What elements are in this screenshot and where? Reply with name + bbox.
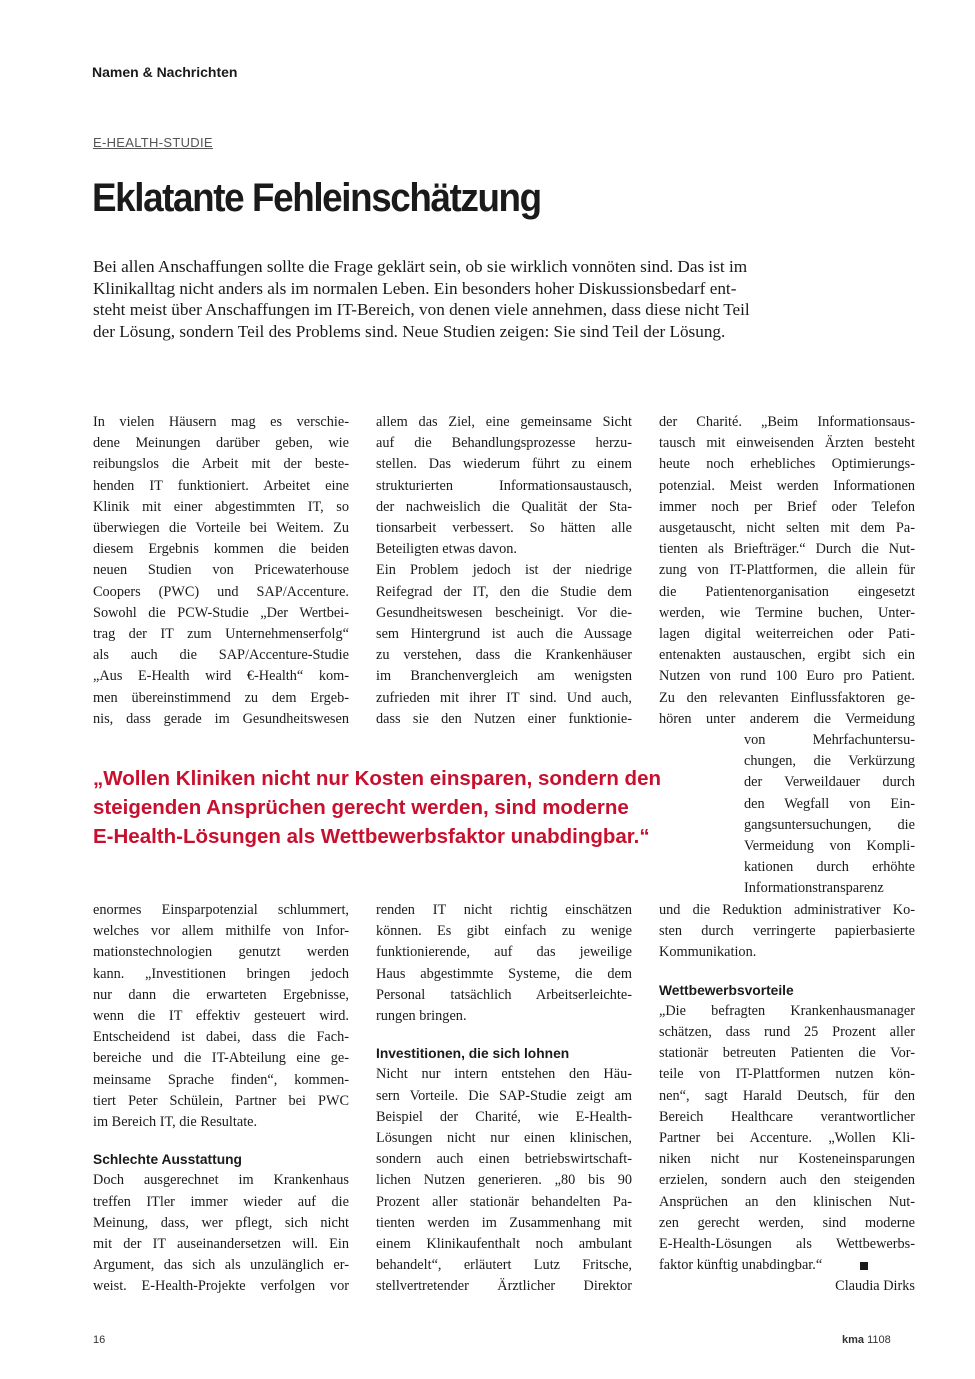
body-line: behandelt“, erläutert Lutz Fritsche, xyxy=(376,1257,632,1274)
body-line: Entscheidend ist dabei, dass die Fach- xyxy=(93,1029,349,1046)
body-line: welches vor allem mithilfe von Infor- xyxy=(93,923,349,940)
body-line: der Verweildauer durch xyxy=(744,774,915,791)
pull-quote xyxy=(93,764,733,851)
lead-line: Bei allen Anschaffungen sollte die Frage geklärt sein, ob sie wirklich vonnöten sind. Das ist im xyxy=(93,257,748,276)
body-line: lagen digital weiterreichen oder Pati- xyxy=(659,626,915,643)
article-headline: Eklatante Fehleinschätzung xyxy=(92,176,541,220)
body-line: Prozent aller stationär behandelten Pa- xyxy=(376,1193,632,1210)
section-header: Namen & Nachrichten xyxy=(92,64,238,80)
body-line: „Aus E-Health wird €-Health“ kom- xyxy=(93,668,349,685)
body-line: zu verstehen, dass die Krankenhäuser xyxy=(376,647,632,664)
body-line: dass sie den Nutzen einer funktionie- xyxy=(376,710,632,727)
body-line: Reifegrad der IT, den die Studie dem xyxy=(376,583,632,600)
body-line: In vielen Häusern mag es verschie- xyxy=(93,414,349,430)
body-line: kationen durch erhöhte xyxy=(744,859,915,876)
body-line: zung von IT-Plattformen, die allein für xyxy=(659,562,915,579)
end-mark-icon xyxy=(860,1262,868,1270)
body-line: sern Vorteile. Die SAP-Studie zeigt am xyxy=(376,1087,632,1104)
body-line: treffen ITler immer wieder auf die xyxy=(93,1193,349,1210)
body-line: bereiche und die IT-Abteilung eine ge- xyxy=(93,1050,349,1067)
body-line: tionsarbeit verbessert. So hätten alle xyxy=(376,520,632,537)
body-line: einem Klinikaufenthalt noch ambulant xyxy=(376,1236,632,1253)
body-line: Klinik mit einer abgestimmten IT, so xyxy=(93,498,349,515)
pull-quote-line: „Wollen Kliniken nicht nur Kosten einsparen, sondern den xyxy=(93,767,661,790)
column-3-bottom xyxy=(659,900,915,1298)
body-line: neuen Studien von Pricewaterhouse xyxy=(93,562,349,579)
column-1-bottom xyxy=(93,900,349,1298)
body-line: Nicht nur intern entstehen den Häu- xyxy=(376,1066,632,1083)
body-line: nen“, sagt Harald Deutsch, für den xyxy=(659,1087,915,1104)
body-line: werden, wie Termine buchen, Unter- xyxy=(659,604,915,621)
body-line: Sowohl die PCW-Studie „Der Wertbei- xyxy=(93,604,349,621)
body-line: stellen. Das wiederum führt zu einem xyxy=(376,456,632,473)
body-line: tienten als Briefträger.“ Durch die Nut- xyxy=(659,541,915,558)
subheading-schlechte-ausstattung: Schlechte Ausstattung xyxy=(93,1152,242,1168)
body-line: trag der IT zum Unternehmenserfolg“ xyxy=(93,626,349,643)
body-line: Beispiel der Charité, wie E-Health- xyxy=(376,1108,632,1125)
body-line: Zu den relevanten Einflussfaktoren ge- xyxy=(659,689,915,706)
body-line: sem Hintergrund ist auch die Aussage xyxy=(376,626,632,643)
body-line: Gesundheitswesen bescheinigt. Vor die- xyxy=(376,604,632,621)
body-line: Kommunikation. xyxy=(659,944,757,961)
body-line: Lösungen nicht nur einen klinischen, xyxy=(376,1130,632,1147)
body-line: können. Es gibt einfach zu wenige xyxy=(376,923,632,940)
body-line: Partner bei Accenture. „Wollen Kli- xyxy=(659,1130,915,1147)
page-number: 16 xyxy=(93,1334,106,1346)
magazine-brand: kma xyxy=(842,1334,865,1346)
body-line: zufrieden mit ihrer IT sind. Und auch, xyxy=(376,689,632,706)
body-line: die Patientenorganisation eingesetzt xyxy=(659,583,915,600)
column-2-top xyxy=(376,412,632,730)
column-1-top xyxy=(93,412,349,730)
body-line: schätzen, dass rund 25 Prozent aller xyxy=(659,1024,915,1041)
pull-quote-line: steigenden Ansprüchen gerecht werden, sind moderne xyxy=(93,796,629,819)
body-line: Vermeidung von Kompli- xyxy=(744,838,915,855)
body-line: niken nicht nur Kosteneinsparungen xyxy=(659,1151,915,1168)
body-line: der nachweislich die Qualität der Sta- xyxy=(376,498,632,515)
body-line: Coopers (PWC) und SAP/Accenture. xyxy=(93,583,349,600)
body-line: mationstechnologien genutzt werden xyxy=(93,944,349,961)
body-line: erzielen, sondern auch den steigenden xyxy=(659,1172,915,1189)
column-3-top xyxy=(659,412,915,730)
lead-line: der Lösung, sondern Teil des Problems sind. Neue Studien zeigen: Sie sind Teil der Lösung. xyxy=(93,321,726,341)
body-line: chungen, die Verkürzung xyxy=(744,753,915,770)
subheading-investitionen: Investitionen, die sich lohnen xyxy=(376,1046,570,1062)
final-sentence: faktor künftig unabdingbar.“ xyxy=(659,1257,823,1274)
body-line: Informationstransparenz xyxy=(744,880,884,897)
footer-issue xyxy=(842,1334,891,1346)
lead-line: Klinikalltag nicht anders als im normalen Leben. Ein besonders hoher Diskussionsbedarf ent- xyxy=(93,278,737,298)
body-line: meinsame Sprache finden“, kommen- xyxy=(93,1071,349,1088)
body-line: als auch die SAP/Accenture-Studie xyxy=(93,647,349,664)
body-line: Bereich Healthcare verantwortlicher xyxy=(659,1108,915,1125)
body-line: Personal tatsächlich Arbeitserleichte- xyxy=(376,986,632,1003)
article-lead xyxy=(93,256,823,342)
body-line: entenakten austauschen, ergibt sich ein xyxy=(659,647,915,664)
body-line: immer noch per Brief oder Telefon xyxy=(659,498,915,515)
body-line: nur dann die erwarteten Ergebnisse, xyxy=(93,986,349,1003)
pull-quote-line: E-Health-Lösungen als Wettbewerbsfaktor unabdingbar.“ xyxy=(93,825,650,848)
body-line: men übereinstimmend zu dem Ergeb- xyxy=(93,689,349,706)
subheading-wettbewerbsvorteile: Wettbewerbsvorteile xyxy=(659,982,794,998)
body-line: Haus abgestimmte Systeme, die dem xyxy=(376,965,632,982)
body-line: tausch mit einweisenden Ärzten besteht xyxy=(659,435,915,452)
body-line: „Die befragten Krankenhausmanager xyxy=(659,1002,915,1019)
body-line: Ansprüchen an den klinischen Nut- xyxy=(659,1193,915,1210)
body-line: funktionierende, auf das jeweilige xyxy=(376,944,632,961)
article-kicker: E-HEALTH-STUDIE xyxy=(93,135,213,150)
body-line: henden IT funktioniert. Arbeitet eine xyxy=(93,477,349,494)
body-line: zen gerecht werden, sind moderne xyxy=(659,1214,915,1231)
body-line: heute noch erhebliches Optimierungs- xyxy=(659,456,915,473)
body-line: E-Health-Lösungen als Wettbewerbs- xyxy=(659,1236,915,1253)
body-line: wenn die IT effektiv gesteuert wird. xyxy=(93,1008,349,1025)
body-line: der Charité. „Beim Informationsaus- xyxy=(659,414,915,430)
issue-number: 1108 xyxy=(867,1334,891,1346)
body-line: Doch ausgerechnet im Krankenhaus xyxy=(93,1172,349,1189)
body-line: weist. E-Health-Projekte verfolgen vor xyxy=(93,1278,349,1295)
body-line: im Bereich IT, die Resultate. xyxy=(93,1114,258,1131)
body-line: enormes Einsparpotenzial schlummert, xyxy=(93,902,349,918)
body-line: rungen bringen. xyxy=(376,1008,467,1025)
body-line-final xyxy=(659,1255,915,1276)
body-line: von Mehrfachuntersu- xyxy=(744,732,915,748)
body-line: reibungslos die Arbeit mit der beste- xyxy=(93,456,349,473)
body-line: Argument, das sich als unzulänglich er- xyxy=(93,1257,349,1274)
body-line: den Wegfall von Ein- xyxy=(744,795,915,812)
body-line: stationär betreuten Patienten die Vor- xyxy=(659,1045,915,1062)
body-line: Meinung, dass, wer pflegt, sich nicht xyxy=(93,1214,349,1231)
body-line: teile von IT-Plattformen nutzen kön- xyxy=(659,1066,915,1083)
body-line: mit der IT auseinandersetzen will. Ein xyxy=(93,1236,349,1253)
column-3-narrow xyxy=(744,730,915,900)
body-line: und die Reduktion administrativer Ko- xyxy=(659,902,915,918)
body-line: sten durch verringerte papierbasierte xyxy=(659,923,915,940)
body-line: renden IT nicht richtig einschätzen xyxy=(376,902,632,918)
body-line: tienten werden im Zusammenhang mit xyxy=(376,1214,632,1231)
body-line: ausgetauscht, nicht selten mit dem Pa- xyxy=(659,520,915,537)
body-line: strukturierten Informationsaustausch, xyxy=(376,477,632,494)
body-line: überwiegen die Vorteile bei Weitem. Zu xyxy=(93,520,349,537)
body-line: kann. „Investitionen bringen jedoch xyxy=(93,965,349,982)
author-byline: Claudia Dirks xyxy=(835,1278,915,1295)
column-2-bottom xyxy=(376,900,632,1298)
body-line: lichen Nutzen generieren. „80 bis 90 xyxy=(376,1172,632,1189)
body-line: Beteiligten etwas davon. xyxy=(376,541,517,558)
body-line: sondern auch einen betriebswirtschaft- xyxy=(376,1151,632,1168)
body-line: im Branchenvergleich am wenigsten xyxy=(376,668,632,685)
body-line: diesem Ergebnis kommen die beiden xyxy=(93,541,349,558)
body-line: gangsuntersuchungen, die xyxy=(744,816,915,833)
body-line: Ein Problem jedoch ist der niedrige xyxy=(376,562,632,579)
body-line: nis, dass gerade im Gesundheitswesen xyxy=(93,710,349,727)
body-line: stellvertretender Ärztlicher Direktor xyxy=(376,1278,632,1295)
body-line: tiert Peter Schülein, Partner bei PWC xyxy=(93,1092,349,1109)
body-line: auf die Behandlungsprozesse herzu- xyxy=(376,435,632,452)
body-line: Nutzen von rund 100 Euro pro Patient. xyxy=(659,668,915,685)
lead-line: steht meist über Anschaffungen im IT-Bereich, von denen viele annehmen, dass diese nicht Teil xyxy=(93,300,750,319)
body-line: potenzial. Meist werden Informationen xyxy=(659,477,915,494)
body-line: allem das Ziel, eine gemeinsame Sicht xyxy=(376,414,632,430)
body-line: hören unter anderem die Vermeidung xyxy=(659,710,915,727)
body-line: dene Meinungen darüber geben, wie xyxy=(93,435,349,452)
